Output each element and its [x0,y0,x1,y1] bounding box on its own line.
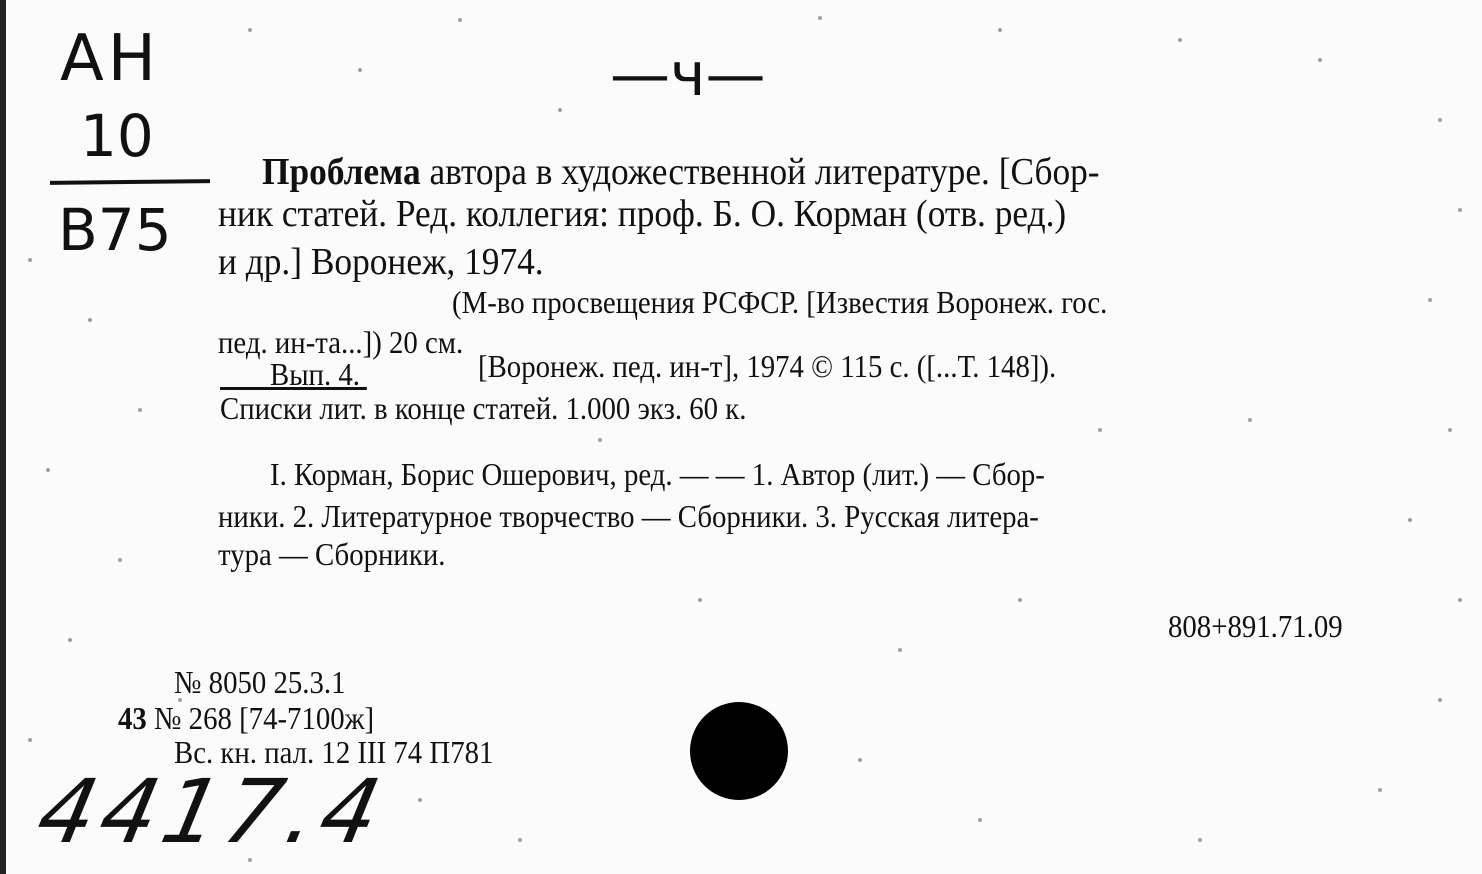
handwritten-page-mark: —ч— [610,40,766,110]
title-line-2: ник статей. Ред. коллегия: проф. Б. О. Корман (отв. ред.) [218,193,1067,235]
title-line-1 [262,150,1100,194]
registry-prefix: 43 [118,700,147,736]
title-line-3: и др.] Воронеж, 1974. [218,241,544,283]
handwritten-inventory-number: 4417.4 [29,760,395,863]
subjects-line-3: тура — Сборники. [218,536,446,572]
registry-line-2 [118,700,374,737]
volume-number: Вып. 4. [270,356,360,392]
subjects-line-1: I. Корман, Борис Ошерович, ред. — — 1. Автор (лит.) — Сбор- [270,456,1045,492]
registry-line-2-text: № 268 [74-7100ж] [154,700,375,736]
subjects-line-2: ники. 2. Литературное творчество — Сборники. 3. Русская литера- [218,498,1039,534]
shelf-mark-top: AH [60,22,160,96]
card-punch-hole [690,702,788,800]
series-line-1: (М-во просвещения РСФСР. [Известия Воронеж. гос. [452,284,1108,320]
notes-rest: в конце статей. 1.000 экз. 60 к. [374,390,747,426]
registry-line-1: № 8050 25.3.1 [174,664,346,700]
imprint-details: [Воронеж. пед. ин-т], 1974 © 115 с. ([...Т. 148]). [478,348,1057,384]
title-line-1-rest: автора в художественной литературе. [Сбор- [429,151,1100,193]
title-lead-word: Проблема [262,151,421,193]
shelf-mark-middle: 10 [80,102,154,170]
classification-code: 808+891.71.09 [1168,608,1343,644]
notes-struck: Списки лит. [220,390,367,426]
series-line-2: пед. ин-та...]) 20 см. [218,324,464,360]
registry-line-3: Вс. кн. пал. 12 III 74 П781 [174,734,494,770]
notes-line [220,390,746,427]
shelf-mark-bottom: B75 [58,196,172,264]
